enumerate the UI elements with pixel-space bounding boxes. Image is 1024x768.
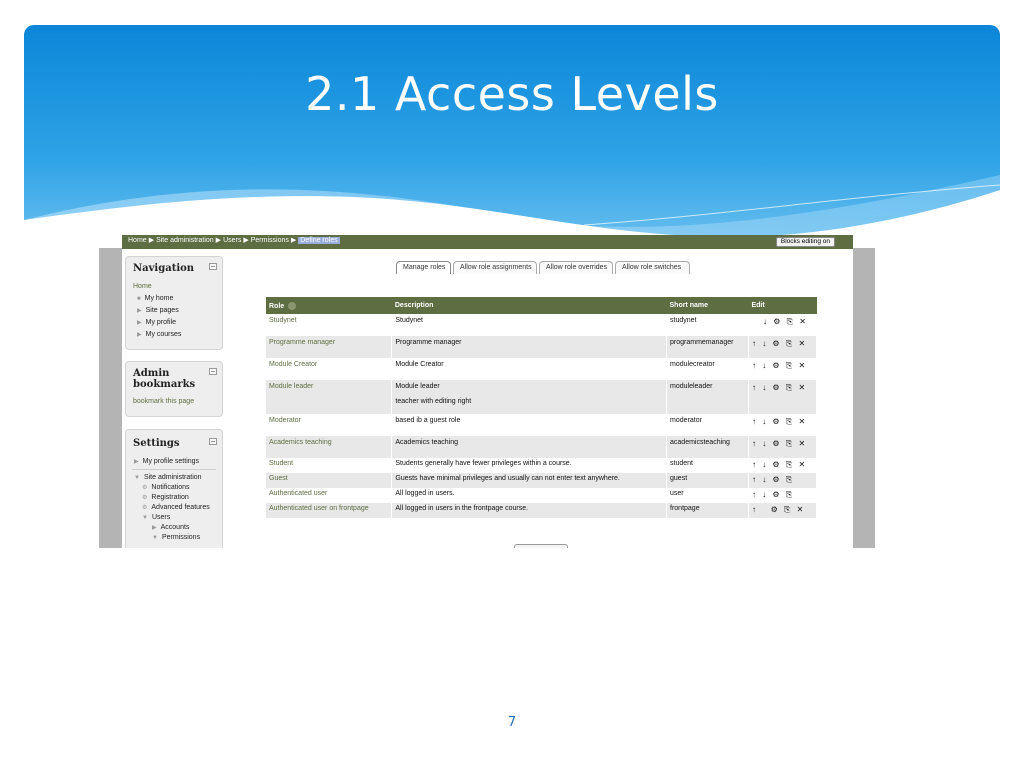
settings-site-administration[interactable] [134, 474, 202, 481]
role-link[interactable]: Academics teaching [266, 436, 392, 458]
settings-item-label: Users [151, 514, 171, 521]
admin-bookmarks-title [133, 368, 195, 390]
expand-arrow-icon: ▶ [137, 332, 142, 338]
breadcrumb-separator-icon: ▶ [215, 237, 222, 244]
nav-item-label: Site pages [145, 307, 179, 314]
bullet-icon: ■ [137, 296, 141, 302]
role-description: Programme manager [392, 336, 667, 358]
breadcrumb-separator-icon: ▶ [290, 237, 297, 244]
role-description: Studynet [392, 314, 667, 336]
column-header-description: Description [392, 297, 667, 314]
settings-title: Settings [133, 438, 180, 449]
table-row [266, 503, 817, 518]
edit-actions[interactable]: ↑ ↓ ⚙ ⎘ [748, 473, 816, 488]
settings-accounts[interactable] [152, 524, 189, 531]
role-link[interactable]: Student [266, 458, 392, 473]
block-collapse-icon[interactable] [209, 263, 217, 270]
moodle-screenshot [99, 235, 875, 548]
block-collapse-icon[interactable] [209, 438, 217, 445]
help-icon[interactable] [288, 302, 296, 310]
breadcrumb-define-roles: Define roles [300, 237, 338, 244]
navigation-title: Navigation [133, 263, 195, 274]
admin-bookmarks-title-line1: Admin [133, 368, 170, 379]
settings-item-label: Permissions [161, 534, 201, 541]
settings-users[interactable] [142, 514, 170, 521]
settings-registration[interactable] [142, 494, 189, 501]
bookmark-this-page-link[interactable]: bookmark this page [133, 398, 195, 405]
breadcrumb-site-administration[interactable]: Site administration [156, 237, 214, 244]
roles-table [266, 297, 817, 518]
nav-item-label: My profile [145, 319, 176, 326]
edit-actions[interactable]: ↑ ⚙ ⎘ ✕ [748, 503, 816, 518]
page-number: 7 [507, 715, 517, 730]
settings-item-label: Advanced features [151, 504, 210, 511]
role-short-name: student [667, 458, 749, 473]
edit-actions[interactable]: ↓ ⚙ ⎘ ✕ [748, 314, 816, 336]
nav-item-label: My home [144, 295, 174, 302]
expand-arrow-icon: ▶ [152, 525, 157, 531]
role-short-name: user [667, 488, 749, 503]
role-description-cell [392, 380, 667, 414]
breadcrumb-home[interactable]: Home [128, 237, 147, 244]
settings-item-label: Registration [151, 494, 189, 501]
moodle-top-bar [122, 235, 853, 249]
breadcrumb [128, 236, 340, 244]
role-description: Students generally have fewer privileges within a course. [392, 458, 667, 473]
role-short-name: programmemanager [667, 336, 749, 358]
nav-item-my-courses[interactable] [137, 331, 181, 338]
role-description: All logged in users. [392, 488, 667, 503]
block-collapse-icon[interactable] [209, 368, 217, 375]
breadcrumb-separator-icon: ▶ [243, 237, 249, 244]
nav-home-link[interactable]: Home [133, 283, 152, 290]
table-row [266, 380, 817, 414]
role-link[interactable]: Module leader [266, 380, 392, 414]
role-description: Module Creator [392, 358, 667, 380]
role-short-name: frontpage [667, 503, 749, 518]
column-header-short-name: Short name [667, 297, 749, 314]
breadcrumb-users[interactable]: Users [223, 237, 242, 244]
blocks-editing-button[interactable]: Blocks editing on [776, 237, 835, 247]
nav-item-my-profile[interactable] [137, 319, 176, 326]
nav-item-my-home[interactable] [137, 295, 173, 302]
table-row [266, 473, 817, 488]
tab-manage-roles[interactable]: Manage roles [396, 261, 451, 274]
header-wave-background [24, 25, 1000, 270]
edit-actions[interactable]: ↑ ↓ ⚙ ⎘ ✕ [748, 336, 816, 358]
edit-actions[interactable]: ↑ ↓ ⚙ ⎘ ✕ [748, 358, 816, 380]
role-link[interactable]: Module Creator [266, 358, 392, 380]
settings-advanced-features[interactable] [142, 504, 210, 511]
breadcrumb-separator-icon: ▶ [148, 237, 155, 244]
table-row [266, 336, 817, 358]
role-description: Guests have minimal privileges and usually can not enter text anywhere. [392, 473, 667, 488]
role-link[interactable]: Moderator [266, 414, 392, 436]
role-link[interactable]: Programme manager [266, 336, 392, 358]
admin-bookmarks-block [125, 361, 223, 417]
collapse-arrow-icon: ▼ [142, 515, 148, 521]
role-description: Module leader [395, 383, 440, 390]
role-short-name: moduleleader [667, 380, 749, 414]
settings-my-profile-settings[interactable] [134, 458, 199, 465]
collapse-arrow-icon: ▼ [152, 535, 158, 541]
nav-item-label: My courses [145, 331, 182, 338]
table-row [266, 488, 817, 503]
role-link[interactable]: Authenticated user on frontpage [266, 503, 392, 518]
edit-actions[interactable]: ↑ ↓ ⚙ ⎘ [748, 488, 816, 503]
add-role-button[interactable] [514, 544, 568, 548]
settings-item-label: Notifications [151, 484, 190, 491]
column-header-edit: Edit [748, 297, 816, 314]
table-row [266, 314, 817, 336]
edit-actions[interactable]: ↑ ↓ ⚙ ⎘ ✕ [748, 458, 816, 473]
table-row [266, 414, 817, 436]
table-row [266, 358, 817, 380]
settings-divider [132, 469, 216, 470]
gear-icon: ⚙ [142, 505, 148, 511]
role-description: All logged in users in the frontpage course. [392, 503, 667, 518]
role-short-name: moderator [667, 414, 749, 436]
column-header-role [266, 297, 392, 314]
settings-block [125, 429, 223, 548]
collapse-arrow-icon: ▼ [134, 475, 140, 481]
settings-item-label: My profile settings [142, 458, 200, 465]
column-header-label: Role [269, 302, 285, 310]
edit-actions[interactable]: ↑ ↓ ⚙ ⎘ ✕ [748, 380, 816, 414]
role-description: Academics teaching [392, 436, 667, 458]
table-row [266, 458, 817, 473]
settings-permissions[interactable] [152, 534, 200, 541]
navigation-block [125, 256, 223, 350]
role-short-name: modulecreator [667, 358, 749, 380]
expand-arrow-icon: ▶ [137, 320, 142, 326]
slide-header [24, 25, 1000, 270]
role-short-name: academicsteaching [667, 436, 749, 458]
table-row [266, 436, 817, 458]
gear-icon: ⚙ [142, 485, 148, 491]
gear-icon: ⚙ [142, 495, 148, 501]
expand-arrow-icon: ▶ [137, 308, 142, 314]
settings-notifications[interactable] [142, 484, 190, 491]
role-description-extra: teacher with editing right [395, 398, 472, 405]
expand-arrow-icon: ▶ [134, 459, 139, 465]
settings-item-label: Accounts [160, 524, 190, 531]
edit-actions[interactable]: ↑ ↓ ⚙ ⎘ ✕ [748, 414, 816, 436]
slide-title: 2.1 Access Levels [305, 67, 719, 121]
tab-allow-role-overrides[interactable]: Allow role overrides [539, 261, 613, 274]
table-header-row [266, 297, 817, 314]
role-link[interactable]: Studynet [266, 314, 392, 336]
role-short-name: guest [667, 473, 749, 488]
edit-actions[interactable]: ↑ ↓ ⚙ ⎘ ✕ [748, 436, 816, 458]
admin-bookmarks-title-line2: bookmarks [133, 379, 196, 390]
tab-allow-role-switches[interactable]: Allow role switches [615, 261, 690, 274]
breadcrumb-permissions[interactable]: Permissions [250, 237, 289, 244]
screenshot-left-margin [99, 248, 122, 548]
role-link[interactable]: Guest [266, 473, 392, 488]
role-description: based ib a guest role [392, 414, 667, 436]
tab-allow-role-assignments[interactable]: Allow role assignments [453, 261, 537, 274]
settings-item-label: Site administration [143, 474, 202, 481]
nav-item-site-pages[interactable] [137, 307, 179, 314]
role-short-name: studynet [667, 314, 749, 336]
role-link[interactable]: Authenticated user [266, 488, 392, 503]
screenshot-right-margin [853, 248, 875, 548]
